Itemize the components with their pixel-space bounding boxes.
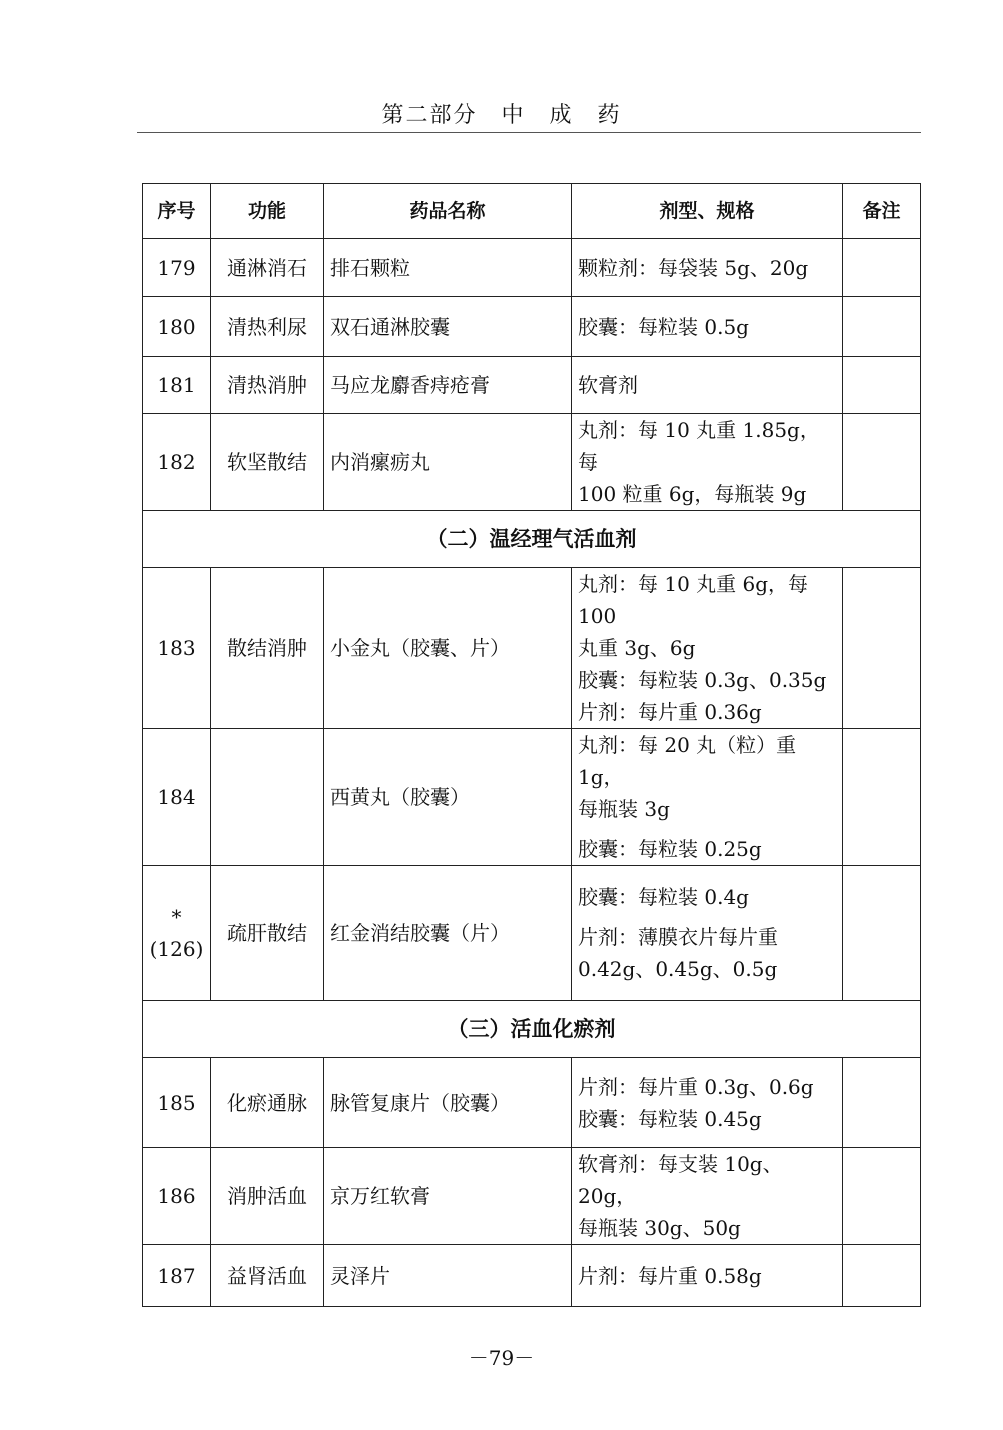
column-header-drug-name: 药品名称: [324, 184, 572, 239]
cell-function: 清热消肿: [211, 357, 324, 414]
cell-form-spec: [572, 1245, 843, 1307]
drug-table: [142, 183, 921, 1307]
cell-form-spec: [572, 239, 843, 297]
spec-line: 每瓶装 30g、50g: [578, 1216, 741, 1240]
cell-drug-name: 西黄丸（胶囊）: [324, 729, 572, 866]
section-heading-row: [143, 1001, 921, 1058]
cell-drug-name: 京万红软膏: [324, 1148, 572, 1245]
table-header-row: [143, 184, 921, 239]
cell-function: 通淋消石: [211, 239, 324, 297]
spec-line: 软膏剂: [578, 373, 638, 397]
cell-form-spec: [572, 729, 843, 866]
cell-no: 184: [143, 729, 211, 866]
table-row: [143, 1148, 921, 1245]
cell-note: [843, 568, 921, 729]
table-row: [143, 1245, 921, 1307]
cell-form-spec: [572, 1058, 843, 1148]
cell-note: [843, 357, 921, 414]
spec-line: 丸重 3g、6g: [578, 636, 696, 660]
column-header-function: 功能: [211, 184, 324, 239]
table-body: [143, 239, 921, 1307]
table-row: [143, 729, 921, 866]
table-row: [143, 357, 921, 414]
spec-line: 片剂：薄膜衣片每片重: [578, 925, 778, 949]
cell-form-spec: [572, 866, 843, 1001]
cell-function: 消肿活血: [211, 1148, 324, 1245]
table-row: [143, 568, 921, 729]
section-heading: （二）温经理气活血剂: [143, 511, 921, 568]
spec-line: 片剂：每片重 0.3g、0.6g: [578, 1074, 814, 1099]
section-heading: （三）活血化瘀剂: [143, 1001, 921, 1058]
cell-note: [843, 729, 921, 866]
cell-drug-name: 排石颗粒: [324, 239, 572, 297]
spec-line: 胶囊：每粒装 0.5g: [578, 314, 749, 339]
spec-line: 颗粒剂：每袋装 5g、20g: [578, 255, 809, 280]
cell-function: 化瘀通脉: [211, 1058, 324, 1148]
cell-function: 软坚散结: [211, 414, 324, 511]
page-number: －79－: [468, 1346, 535, 1370]
cell-note: [843, 1058, 921, 1148]
cell-function: [211, 729, 324, 866]
cell-no: 181: [143, 357, 211, 414]
spec-line: 丸剂：每 20 丸（粒）重 1g，: [578, 733, 797, 789]
table-row: [143, 1058, 921, 1148]
cell-note: [843, 239, 921, 297]
cell-form-spec: [572, 357, 843, 414]
table-row: [143, 866, 921, 1001]
spec-line: 丸剂：每 10 丸重 1.85g，每: [578, 418, 820, 474]
cell-drug-name: 灵泽片: [324, 1245, 572, 1307]
cell-no: 186: [143, 1148, 211, 1245]
column-header-no: 序号: [143, 184, 211, 239]
cell-drug-name: 红金消结胶囊（片）: [324, 866, 572, 1001]
cell-no: 180: [143, 297, 211, 357]
cell-no: *(126): [143, 866, 211, 1001]
cell-function: 疏肝散结: [211, 866, 324, 1001]
spec-line: 胶囊：每粒装 0.45g: [578, 1106, 762, 1131]
spec-line: 胶囊：每粒装 0.25g: [578, 837, 762, 861]
cell-note: [843, 1245, 921, 1307]
cell-no: 182: [143, 414, 211, 511]
section-heading-row: [143, 511, 921, 568]
cell-drug-name: 内消瘰疬丸: [324, 414, 572, 511]
column-header-form-spec: 剂型、规格: [572, 184, 843, 239]
cell-no: 187: [143, 1245, 211, 1307]
spec-line: 胶囊：每粒装 0.4g: [578, 885, 749, 909]
spec-line: 每瓶装 3g: [578, 797, 670, 821]
spec-line: 丸剂：每 10 丸重 6g，每 100: [578, 572, 809, 628]
cell-form-spec: [572, 297, 843, 357]
spec-line: 片剂：每片重 0.36g: [578, 700, 762, 724]
cell-drug-name: 脉管复康片（胶囊）: [324, 1058, 572, 1148]
spec-line: 0.42g、0.45g、0.5g: [578, 957, 778, 981]
cell-no: 185: [143, 1058, 211, 1148]
cell-note: [843, 1148, 921, 1245]
cell-form-spec: [572, 414, 843, 511]
spec-line: 片剂：每片重 0.58g: [578, 1263, 762, 1288]
page-header-title: 第二部分 中 成 药: [381, 103, 622, 128]
cell-function: 清热利尿: [211, 297, 324, 357]
column-header-note: 备注: [843, 184, 921, 239]
cell-note: [843, 866, 921, 1001]
cell-function: 散结消肿: [211, 568, 324, 729]
header-divider: [137, 132, 921, 133]
cell-note: [843, 297, 921, 357]
table-row: [143, 239, 921, 297]
cell-form-spec: [572, 1148, 843, 1245]
spec-line: 胶囊：每粒装 0.3g、0.35g: [578, 668, 827, 692]
cell-form-spec: [572, 568, 843, 729]
table-row: [143, 414, 921, 511]
cell-note: [843, 414, 921, 511]
cell-no: 183: [143, 568, 211, 729]
spec-line: 软膏剂：每支装 10g、20g，: [578, 1152, 783, 1208]
cell-drug-name: 马应龙麝香痔疮膏: [324, 357, 572, 414]
cell-no: 179: [143, 239, 211, 297]
cell-function: 益肾活血: [211, 1245, 324, 1307]
cell-drug-name: 双石通淋胶囊: [324, 297, 572, 357]
spec-line: 100 粒重 6g，每瓶装 9g: [578, 482, 807, 506]
table-row: [143, 297, 921, 357]
cell-drug-name: 小金丸（胶囊、片）: [324, 568, 572, 729]
